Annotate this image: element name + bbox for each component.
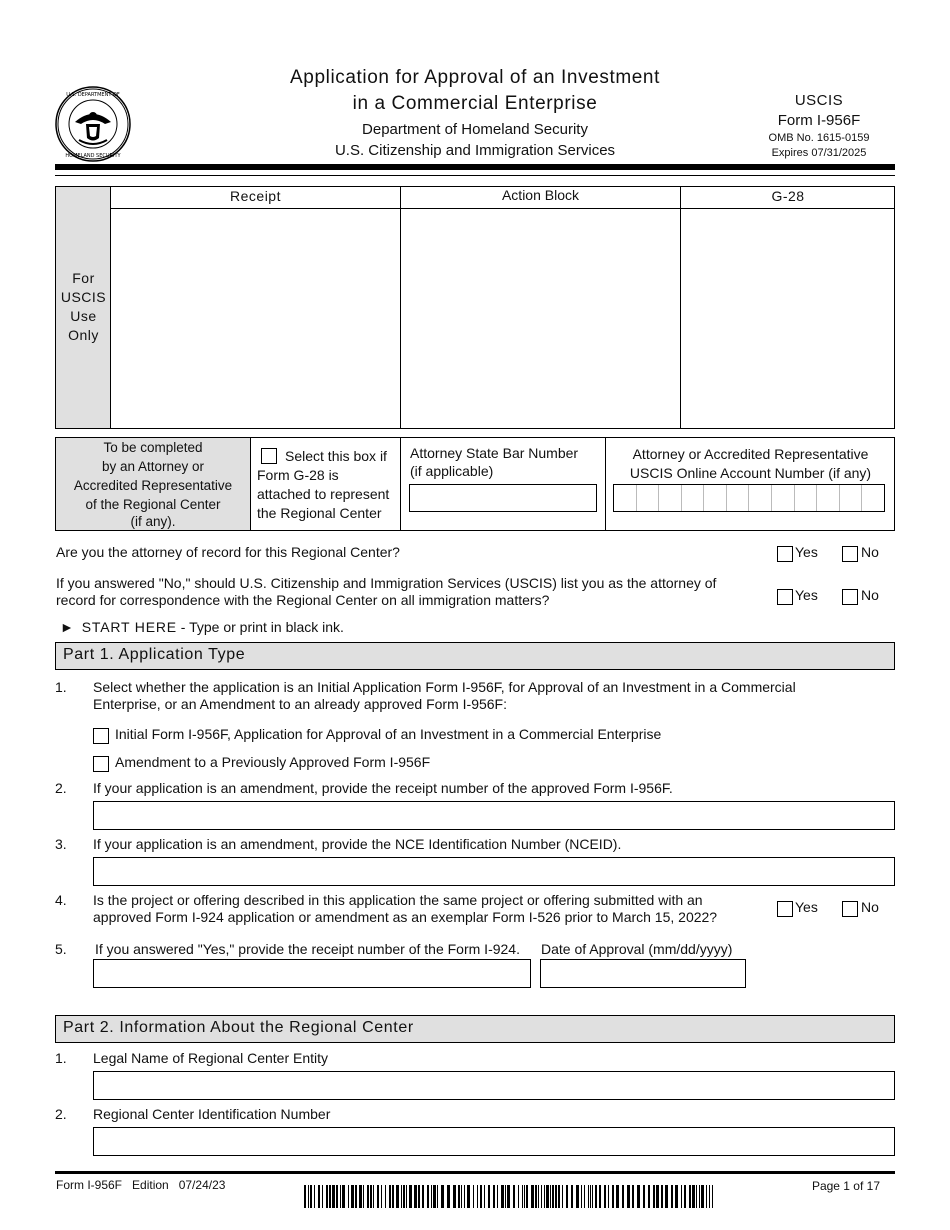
- part1-q2-text: If your application is an amendment, provide the receipt number of the approved Form I-956F.: [93, 780, 673, 796]
- start-here-rest: - Type or print in black ink.: [176, 619, 344, 635]
- part1-q5-number: 5.: [55, 941, 67, 957]
- same-project-yes-checkbox[interactable]: [777, 901, 793, 917]
- bar-number-label-line: Attorney State Bar Number: [410, 445, 579, 461]
- side-label-line: For: [72, 270, 95, 286]
- expiration-date: Expires 07/31/2025: [771, 147, 867, 159]
- same-project-no-checkbox[interactable]: [842, 901, 858, 917]
- action-block-column-header: Action Block: [501, 187, 580, 203]
- part1-q2-number: 2.: [55, 780, 67, 796]
- omb-number: OMB No. 1615-0159: [768, 132, 870, 144]
- attorney-of-record-no-checkbox[interactable]: [842, 546, 858, 562]
- bar-number-input[interactable]: [409, 484, 597, 512]
- attorney-of-record-question: Are you the attorney of record for this Regional Center?: [56, 544, 400, 560]
- g28-text-line: attached to represent: [257, 486, 390, 502]
- question-line: record for correspondence with the Regional Center on all immigration matters?: [56, 592, 550, 608]
- question-line: Enterprise, or an Amendment to an already approved Form I-956F:: [93, 696, 507, 712]
- regional-center-legal-name-input[interactable]: [93, 1071, 895, 1100]
- yes-label: Yes: [795, 587, 818, 603]
- yes-label: Yes: [795, 899, 818, 915]
- form-title-line1: Application for Approval of an Investment: [290, 67, 660, 88]
- attorney-label-line: (if any).: [130, 514, 176, 529]
- g28-checkbox-text: [257, 447, 402, 523]
- attorney-block-label: [56, 438, 251, 530]
- g28-text-line: Form G-28 is: [257, 467, 339, 483]
- part1-q4-number: 4.: [55, 892, 67, 908]
- uscis-use-side-label: [56, 187, 111, 428]
- amendment-label: Amendment to a Previously Approved Form I-956F: [115, 754, 431, 770]
- footer-page-number: Page 1 of 17: [811, 1179, 880, 1193]
- yes-label: Yes: [795, 544, 818, 560]
- date-of-approval-input[interactable]: [540, 959, 746, 988]
- svg-text:U.S. DEPARTMENT OF: U.S. DEPARTMENT OF: [66, 92, 120, 98]
- uscis-header-divider: [111, 208, 895, 209]
- side-label-line: Use: [70, 308, 97, 324]
- part1-q3-text: If your application is an amendment, provide the NCE Identification Number (NCEID).: [93, 836, 622, 852]
- side-label-line: USCIS: [60, 289, 107, 305]
- svg-text:HOMELAND SECURITY: HOMELAND SECURITY: [65, 153, 121, 159]
- no-label: No: [861, 544, 879, 560]
- attorney-label-line: by an Attorney or: [101, 459, 205, 474]
- i924-receipt-number-input[interactable]: [93, 959, 531, 988]
- question-line: approved Form I-924 application or amendment as an exemplar Form I-526 prior to March 15, 2022?: [93, 909, 718, 925]
- column-divider: [400, 187, 401, 428]
- online-account-number-input[interactable]: [613, 484, 885, 512]
- start-here-instruction: [60, 619, 344, 635]
- online-account-label-line: USCIS Online Account Number (if any): [629, 465, 872, 481]
- part2-q1-number: 1.: [55, 1050, 67, 1066]
- list-as-attorney-no-checkbox[interactable]: [842, 589, 858, 605]
- nceid-input[interactable]: [93, 857, 895, 886]
- bar-number-label: [410, 444, 578, 480]
- no-label: No: [861, 899, 879, 915]
- online-account-label-line: Attorney or Accredited Representative: [632, 446, 869, 462]
- initial-application-label: Initial Form I-956F, Application for Approval of an Investment in a Commercial Enterprise: [115, 726, 662, 742]
- approved-receipt-number-input[interactable]: [93, 801, 895, 830]
- start-here-bold: START HERE: [81, 619, 177, 635]
- part1-q3-number: 3.: [55, 836, 67, 852]
- dhs-seal-icon: [55, 86, 131, 162]
- question-line: If you answered "No," should U.S. Citizenship and Immigration Services (USCIS) list you as the attorney of: [56, 575, 717, 591]
- header-rule-thin: [55, 175, 895, 176]
- receipt-column-header: Receipt: [230, 188, 281, 204]
- attorney-label-line: of the Regional Center: [85, 497, 221, 512]
- part1-q1-text: [93, 679, 883, 713]
- part1-header: Part 1. Application Type: [55, 642, 895, 670]
- header-rule-thick: [55, 164, 895, 170]
- part2-header: Part 2. Information About the Regional Center: [55, 1015, 895, 1043]
- part1-q1-number: 1.: [55, 679, 67, 695]
- start-here-arrow-icon: ►: [60, 619, 74, 635]
- footer-rule: [55, 1171, 895, 1174]
- part1-q5-text: If you answered "Yes," provide the receipt number of the Form I-924.: [95, 941, 520, 957]
- list-as-attorney-yes-checkbox[interactable]: [777, 589, 793, 605]
- bar-number-label-line: (if applicable): [410, 463, 494, 479]
- initial-application-checkbox[interactable]: [93, 728, 109, 744]
- question-line: Is the project or offering described in this application the same project or offering submitted with an: [93, 892, 703, 908]
- amendment-checkbox[interactable]: [93, 756, 109, 772]
- part2-q2-text: Regional Center Identification Number: [93, 1106, 331, 1122]
- g28-text-line: the Regional Center: [257, 505, 382, 521]
- list-as-attorney-question: [56, 575, 776, 609]
- no-label: No: [861, 587, 879, 603]
- question-line: Select whether the application is an Initial Application Form I-956F, for Approval of an Investment in a Commercial: [93, 679, 796, 695]
- side-label-line: Only: [68, 327, 99, 343]
- part1-q4-text: [93, 892, 773, 926]
- agency-name: U.S. Citizenship and Immigration Services: [334, 142, 616, 159]
- g28-text-line: Select this box if: [285, 448, 387, 464]
- attorney-of-record-yes-checkbox[interactable]: [777, 546, 793, 562]
- date-of-approval-label: Date of Approval (mm/dd/yyyy): [541, 941, 733, 957]
- column-divider: [680, 187, 681, 428]
- department-name: Department of Homeland Security: [362, 121, 588, 138]
- barcode-icon: [304, 1185, 714, 1208]
- g28-column-header: G-28: [771, 188, 805, 204]
- part2-q1-text: Legal Name of Regional Center Entity: [93, 1050, 329, 1066]
- online-account-label: [606, 445, 895, 483]
- agency-short: USCIS: [794, 92, 844, 109]
- attorney-label-line: Accredited Representative: [73, 478, 233, 493]
- form-number: Form I-956F: [777, 112, 861, 129]
- regional-center-id-input[interactable]: [93, 1127, 895, 1156]
- uscis-use-only-box: [55, 186, 895, 429]
- footer-form-edition: Form I-956F Edition 07/24/23: [56, 1178, 226, 1192]
- attorney-label-line: To be completed: [103, 440, 203, 455]
- form-title-line2: in a Commercial Enterprise: [352, 93, 598, 114]
- part2-q2-number: 2.: [55, 1106, 67, 1122]
